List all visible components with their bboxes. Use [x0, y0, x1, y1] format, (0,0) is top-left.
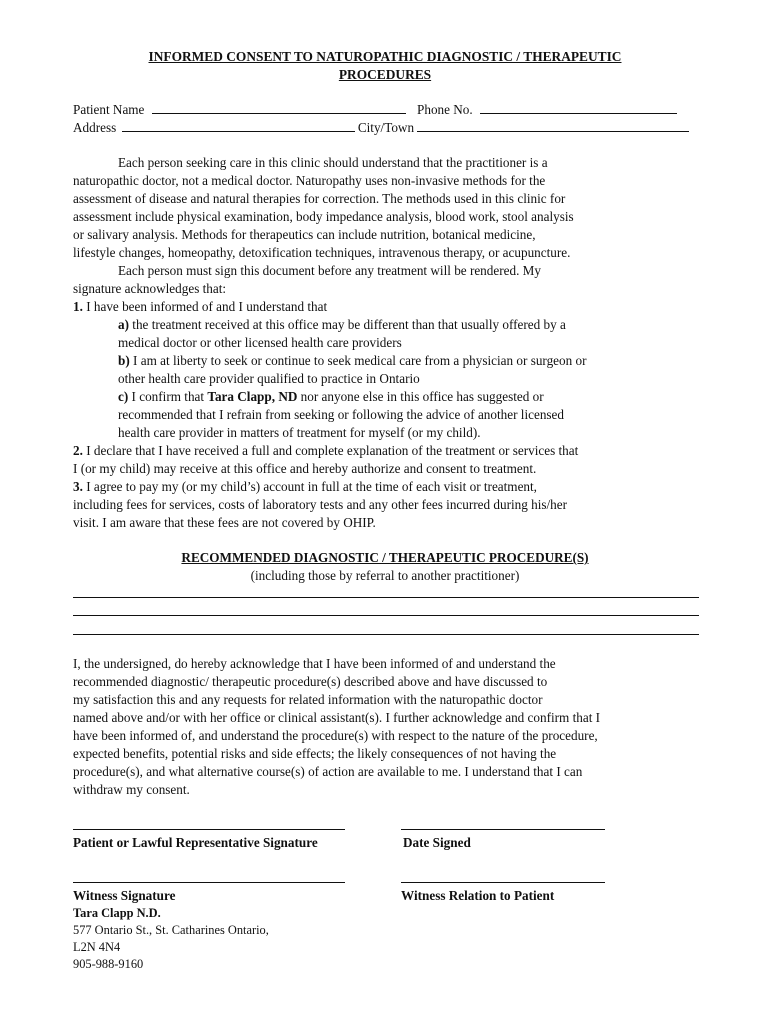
sign-requirement-line: signature acknowledges that: [73, 281, 227, 296]
ack-line: I, the undersigned, do hereby acknowledge that I have been informed of and understand the [73, 656, 556, 671]
item-1b [73, 352, 587, 370]
clinic-phone: 905-988-9160 [73, 957, 144, 971]
phone-label: Phone No. [417, 102, 473, 117]
item-text: recommended that I refrain from seeking or following the advice of another licensed [118, 407, 565, 422]
procedure-line-1[interactable] [73, 597, 699, 598]
city-label: City/Town [357, 120, 415, 135]
clinic-street: 577 Ontario St., St. Catharines Ontario, [73, 923, 269, 937]
item-2 [73, 442, 587, 460]
sign-requirement-line: Each person must sign this document before any treatment will be rendered. My [118, 263, 541, 278]
phone-field[interactable] [480, 101, 677, 114]
procedure-line-3[interactable] [73, 634, 699, 635]
patient-name-label: Patient Name [73, 102, 145, 117]
item-number: 2. [73, 443, 83, 458]
ack-line: recommended diagnostic/ therapeutic procedure(s) described above and have discussed to [73, 674, 548, 689]
witness-signature-line[interactable] [73, 882, 345, 883]
witness-relation-label: Witness Relation to Patient [401, 888, 555, 903]
item-text: I confirm that [128, 389, 208, 404]
item-1a [73, 316, 587, 334]
city-field[interactable] [417, 119, 689, 132]
clinic-postal-code: L2N 4N4 [73, 940, 121, 954]
ack-line: expected benefits, potential risks and side effects; the likely consequences of not having the [73, 746, 557, 761]
recommended-heading: RECOMMENDED DIAGNOSTIC / THERAPEUTIC PROCEDURE(S) [181, 550, 589, 565]
item-text: the treatment received at this office may be different than that usually offered by a [129, 317, 566, 332]
item-text: I (or my child) may receive at this office and hereby authorize and consent to treatment. [73, 461, 537, 476]
item-text: I declare that I have received a full and complete explanation of the treatment or services that [82, 443, 579, 458]
form-title-line-1: INFORMED CONSENT TO NATUROPATHIC DIAGNOSTIC / THERAPEUTIC [148, 49, 622, 64]
ack-line: my satisfaction this and any requests for related information with the naturopathic doctor [73, 692, 543, 707]
item-1c [73, 388, 587, 406]
item-text: other health care provider qualified to practice in Ontario [118, 371, 420, 386]
item-text: including fees for services, costs of laboratory tests and any other fees incurred during his/her [73, 497, 568, 512]
acknowledgement-items [73, 298, 587, 532]
ack-line: named above and/or with her office or clinical assistant(s). I further acknowledge and confirm that I [73, 710, 601, 725]
intro-paragraph [73, 154, 574, 298]
clinic-address-block [73, 905, 269, 973]
sub-item-label: b) [118, 353, 130, 368]
intro-line: naturopathic doctor, not a medical doctor. Naturopathy uses non-invasive methods for the [73, 173, 546, 188]
item-1 [73, 298, 587, 316]
recommended-subheading: (including those by referral to another practitioner) [250, 568, 520, 583]
clinic-name: Tara Clapp N.D. [73, 906, 161, 920]
intro-line: assessment of disease and natural therapies for correction. The methods used in this clinic for [73, 191, 566, 206]
address-row [73, 119, 689, 137]
intro-line: or salivary analysis. Methods for therapeutics can include nutrition, botanical medicine, [73, 227, 536, 242]
item-text: I agree to pay my (or my child’s) account in full at the time of each visit or treatment, [82, 479, 537, 494]
item-text: I am at liberty to seek or continue to seek medical care from a physician or surgeon or [129, 353, 587, 368]
patient-name-row [73, 101, 677, 119]
item-text: visit. I am aware that these fees are not covered by OHIP. [73, 515, 376, 530]
item-number: 3. [73, 479, 83, 494]
item-text: medical doctor or other licensed health care providers [118, 335, 402, 350]
item-text: I have been informed of and I understand that [82, 299, 328, 314]
form-title-line-2: PROCEDURES [338, 67, 432, 82]
patient-signature-line[interactable] [73, 829, 345, 830]
intro-line: lifestyle changes, homeopathy, detoxification techniques, intravenous therapy, or acupuncture. [73, 245, 571, 260]
ack-line: procedure(s), and what alternative course(s) of action are available to me. I understand that I can [73, 764, 583, 779]
intro-line: Each person seeking care in this clinic should understand that the practitioner is a [118, 155, 548, 170]
sub-item-label: a) [118, 317, 129, 332]
acknowledgement-paragraph [73, 655, 600, 799]
item-number: 1. [73, 299, 83, 314]
ack-line: withdraw my consent. [73, 782, 190, 797]
date-signed-label: Date Signed [403, 835, 471, 850]
patient-signature-label: Patient or Lawful Representative Signature [73, 835, 318, 850]
item-text: nor anyone else in this office has suggested or [297, 389, 544, 404]
date-signed-line[interactable] [401, 829, 605, 830]
ack-line: have been informed of, and understand the procedure(s) with respect to the nature of the procedure, [73, 728, 598, 743]
practitioner-name: Tara Clapp, ND [207, 389, 298, 404]
intro-line: assessment include physical examination, body impedance analysis, blood work, stool analysis [73, 209, 574, 224]
item-3 [73, 478, 587, 496]
item-text: health care provider in matters of treatment for myself (or my child). [118, 425, 481, 440]
address-field[interactable] [122, 119, 355, 132]
witness-signature-label: Witness Signature [73, 888, 176, 903]
address-label: Address [73, 120, 117, 135]
procedure-line-2[interactable] [73, 615, 699, 616]
sub-item-label: c) [118, 389, 129, 404]
witness-relation-line[interactable] [401, 882, 605, 883]
patient-name-field[interactable] [152, 101, 406, 114]
